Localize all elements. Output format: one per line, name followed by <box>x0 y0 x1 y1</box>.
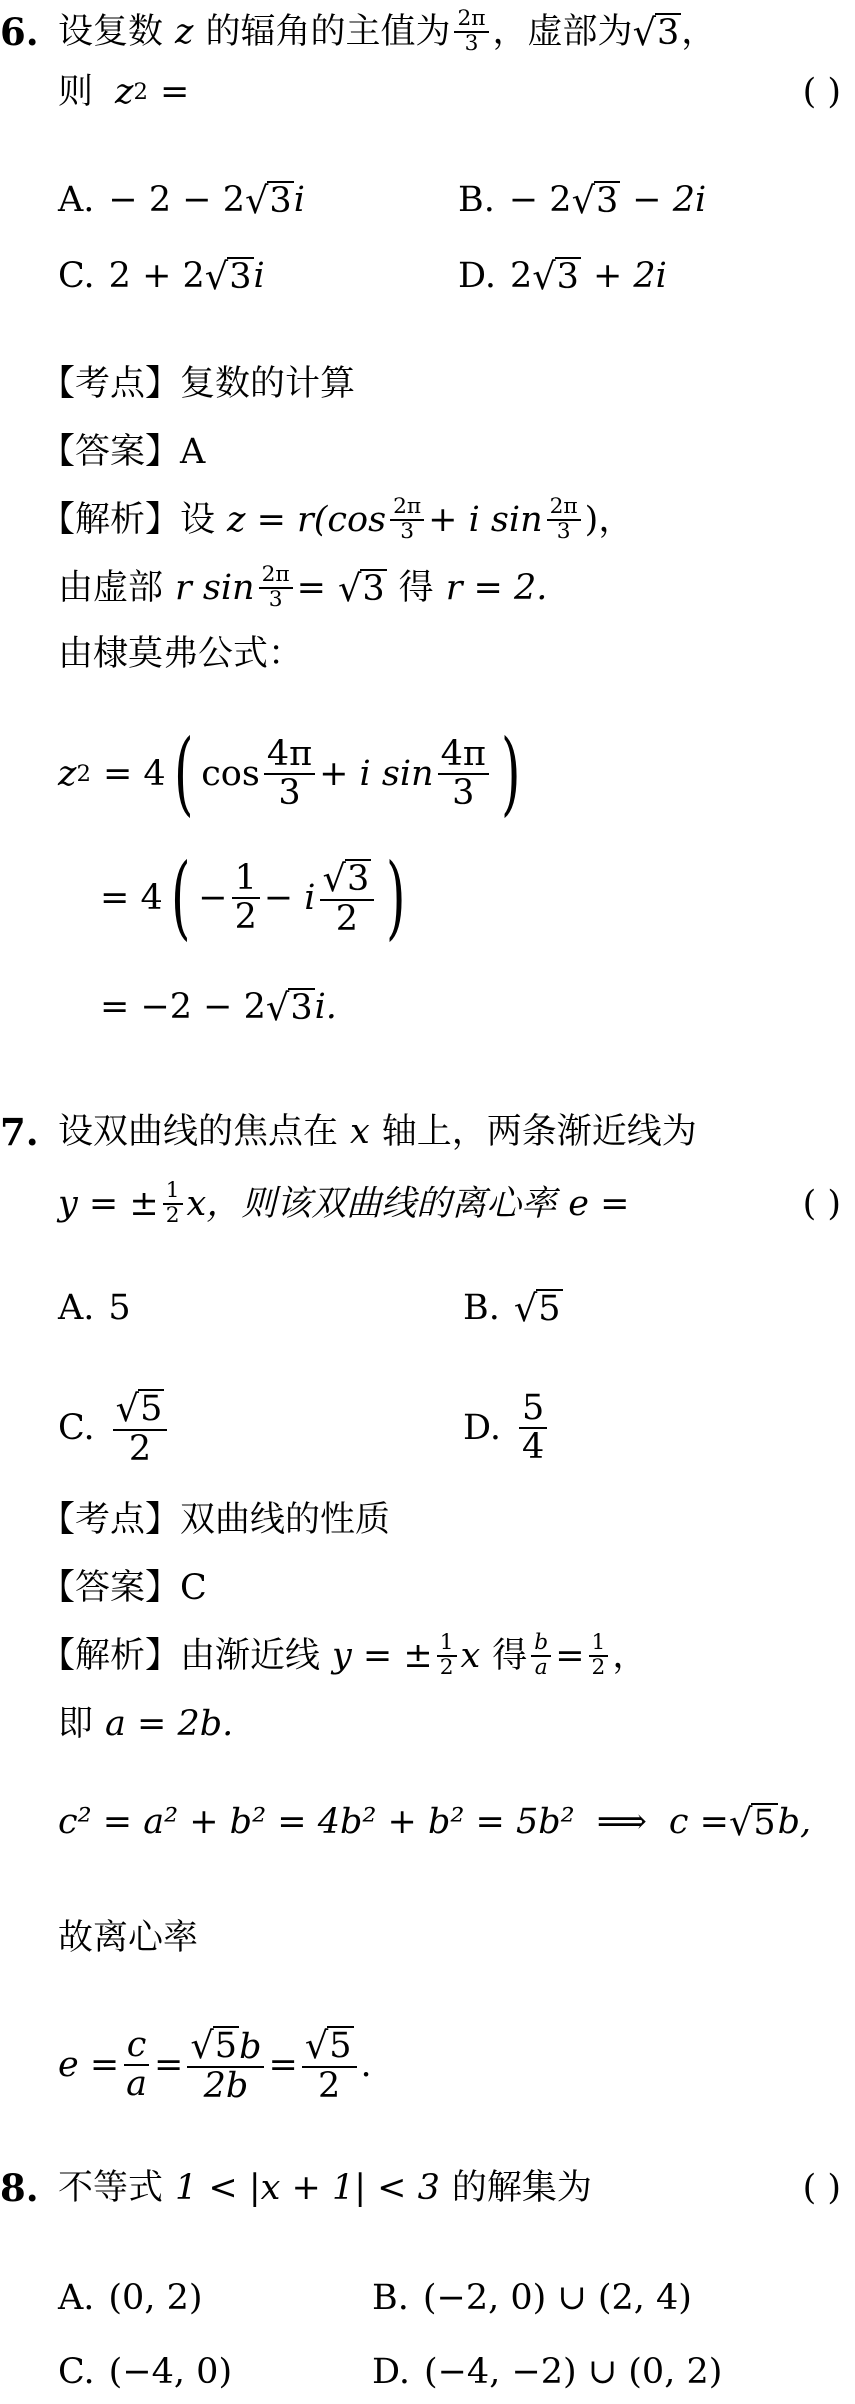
q7-kaodian-line: 【考点】 双曲线的性质 <box>40 1499 391 1540</box>
q6-stem-text4: ， <box>681 11 717 52</box>
q6-options-row2 <box>0 244 855 308</box>
q6-stem-text5: 则 <box>58 71 94 112</box>
q6-number: 6. <box>0 9 39 54</box>
q7-math-line2: e = $\frac{c}{a}$ = √ 5 b 2b = √ 5 2 . <box>58 2023 372 2106</box>
q6-math-line1: z 2 = 4 ( cos $\frac{4\pi}{3}$ + i sin $\frac{4\pi}{3}$ ) <box>58 720 521 826</box>
q6-stem-text1: 设复数 <box>58 11 164 52</box>
q7-stem-line2: y = ± $\frac{1}{2}$ x，则该双曲线的离心率 e = ( ) <box>58 1178 841 1228</box>
q7-stem-line1: 7. 设双曲线的焦点在 x 轴上，两条渐近线为 <box>0 1109 697 1154</box>
q7-option-c[interactable]: C. √ 5 2 <box>58 1389 171 1468</box>
q6-answer-tag: 【答案】 <box>40 431 181 472</box>
q7-answer-bracket: ( ) <box>802 1183 841 1224</box>
q7-number: 7. <box>0 1109 39 1154</box>
q6-math-line2: = 4 ( − $\frac{1}{2}$ − i √ 3 2 ) <box>100 844 406 950</box>
q8-answer-bracket: ( ) <box>802 2167 841 2208</box>
q6-sqrt3: √ 3 <box>632 10 680 54</box>
q8-option-c[interactable]: C. (−4, 0) <box>58 2351 233 2392</box>
q7-jiexi-line1: 【解析】 由渐近线 y = ± $\frac{1}{2}$ x 得 $\frac{b}{a}$ = $\frac{1}{2}$ ， <box>40 1630 648 1680</box>
q6-var-z: z <box>175 11 194 52</box>
q6-math-line3: = −2 − 2 √ 3 i. <box>100 985 337 1029</box>
q8-stem-line: 8. 不等式 1 < |x + 1| < 3 的解集为 ( ) <box>0 2165 841 2210</box>
q6-jiexi-line1: 【解析】 设 z = r(cos $\frac{2\pi}{3}$ + i sin $\frac{2\pi}{3}$ )， <box>40 494 634 544</box>
q7-option-a[interactable]: A. 5 <box>58 1287 131 1328</box>
q7-option-d[interactable]: D. $\frac{5}{4}$ <box>463 1390 551 1466</box>
q8-number: 8. <box>0 2165 39 2210</box>
q7-option-b[interactable]: B. √ 5 <box>463 1286 561 1330</box>
q7-jiexi-line2: 即 a = 2b. <box>58 1703 234 1744</box>
q6-jiexi-line3: 由棣莫弗公式： <box>58 633 304 674</box>
q6-option-c[interactable]: C. 2 + 2 √ 3 i <box>58 254 265 298</box>
q6-stem-text2: 的辐角的主值为 <box>205 11 451 52</box>
q6-option-d[interactable]: D. 2 √ 3 + 2i <box>458 254 667 298</box>
q7-options-row1 <box>0 1276 855 1340</box>
q6-z2-base: z <box>115 71 134 112</box>
q6-answer-bracket: ( ) <box>802 71 841 112</box>
q6-equals: = <box>159 71 190 112</box>
q6-kaodian-line <box>0 352 855 416</box>
q7-answer-line: 【答案】 C <box>40 1567 207 1608</box>
q6-answer-line <box>0 420 855 484</box>
q6-stem-text3: ，虚部为 <box>492 11 633 52</box>
q6-kaodian-tag: 【考点】 <box>40 363 181 404</box>
q6-angle-fraction <box>454 8 488 56</box>
q6-options-row1 <box>0 168 855 232</box>
q6-option-a[interactable]: A. − 2 − 2 √ 3 i <box>58 178 305 222</box>
q7-math-line1: c² = a² + b² = 4b² + b² = 5b² ⟹ c = √ 5 b, <box>58 1800 812 1844</box>
q6-angle-den: 3 <box>464 31 479 56</box>
q8-options-row2 <box>0 2340 855 2404</box>
q7-options-row2 <box>0 1380 855 1476</box>
q6-option-b[interactable]: B. − 2 √ 3 − 2i <box>458 178 707 222</box>
q6-angle-num: 2π <box>454 8 488 33</box>
q7-jiexi-line3: 故离心率 <box>58 1917 199 1958</box>
q8-option-a[interactable]: A. (0, 2) <box>58 2277 203 2318</box>
q6-answer-value: A <box>180 431 206 472</box>
q8-option-b[interactable]: B. (−2, 0) ∪ (2, 4) <box>372 2277 692 2318</box>
q6-stem-line1 <box>0 0 855 64</box>
q6-jiexi-line2: 由虚部 r sin $\frac{2\pi}{3}$ = √ 3 得 r = 2. <box>58 562 548 612</box>
q8-options-row1 <box>0 2266 855 2330</box>
q6-jiexi-tag: 【解析】 <box>40 499 181 540</box>
q8-option-d[interactable]: D. (−4, −2) ∪ (0, 2) <box>372 2351 723 2392</box>
q6-z2-exp: 2 <box>133 78 148 105</box>
q6-kaodian-text: 复数的计算 <box>180 363 356 404</box>
q6-stem-line2 <box>0 60 855 124</box>
